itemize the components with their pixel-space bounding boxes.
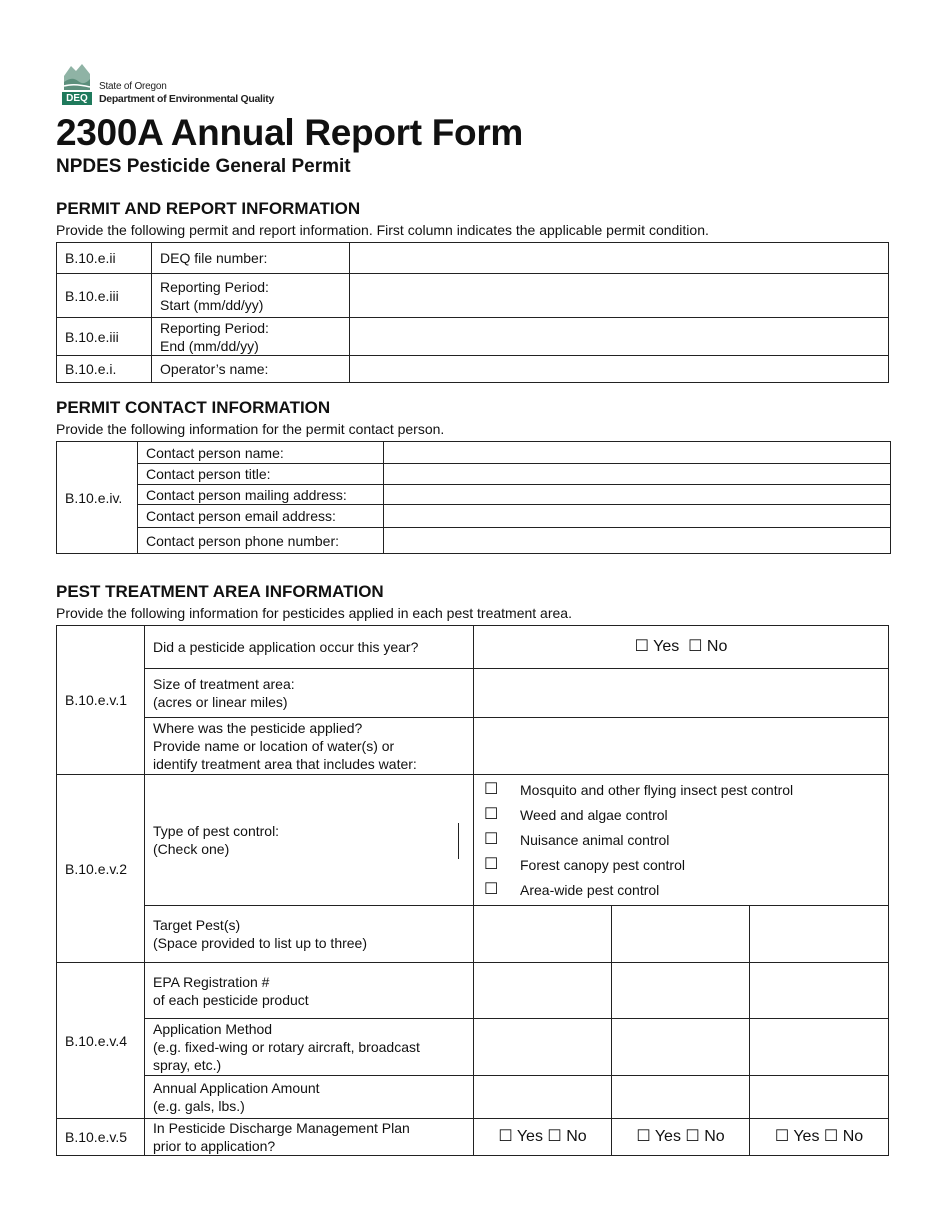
- yes-label: Yes: [654, 1128, 681, 1145]
- method-3-input[interactable]: [750, 1019, 889, 1076]
- condition-cell: B.10.e.v.4: [57, 963, 145, 1119]
- logo-state-text: State of Oregon: [99, 81, 167, 92]
- question-label: EPA Registration # of each pesticide product: [145, 963, 474, 1019]
- deq-badge: DEQ: [62, 92, 92, 105]
- option-weed-algae[interactable]: ☐ Weed and algae control: [484, 806, 668, 823]
- treatment-info-table: [56, 625, 889, 1156]
- table-row: [57, 356, 889, 383]
- condition-cell: B.10.e.i.: [57, 356, 152, 383]
- checkbox: ☐: [484, 806, 499, 823]
- condition-cell: B.10.e.iii: [57, 318, 152, 356]
- checkbox: ☐: [484, 856, 499, 873]
- condition-cell: B.10.e.v.2: [57, 775, 145, 963]
- yes-checkbox[interactable]: ☐: [636, 1128, 651, 1145]
- reporting-end-input[interactable]: [350, 318, 889, 356]
- table-row: [57, 274, 889, 318]
- contact-email-input[interactable]: [384, 505, 891, 528]
- condition-cell: B.10.e.ii: [57, 243, 152, 274]
- reporting-start-input[interactable]: [350, 274, 889, 318]
- question-label: Application Method (e.g. fixed-wing or rotary aircraft, broadcast spray, etc.): [145, 1019, 474, 1076]
- page-subtitle: NPDES Pesticide General Permit: [56, 156, 351, 177]
- amount-2-input[interactable]: [612, 1076, 750, 1119]
- table-row: [57, 669, 889, 718]
- no-checkbox[interactable]: ☐: [688, 638, 703, 655]
- permit-info-heading: PERMIT AND REPORT INFORMATION: [56, 199, 361, 218]
- permit-info-table: [56, 242, 889, 383]
- question-label: Type of pest control: (Check one): [145, 775, 474, 906]
- question-label: In Pesticide Discharge Management Plan prior to application?: [145, 1119, 474, 1156]
- yes-checkbox[interactable]: ☐: [498, 1128, 513, 1145]
- table-row: [57, 1076, 889, 1119]
- table-row: [57, 318, 889, 356]
- contact-name-input[interactable]: [384, 442, 891, 464]
- logo-department-text: Department of Environmental Quality: [99, 93, 275, 105]
- epa-reg-1-input[interactable]: [474, 963, 612, 1019]
- no-checkbox[interactable]: ☐: [823, 1128, 839, 1145]
- plan-choice-3: [750, 1119, 889, 1156]
- no-label: No: [842, 1128, 864, 1145]
- epa-reg-2-input[interactable]: [612, 963, 750, 1019]
- field-label: Contact person title:: [138, 464, 384, 485]
- method-2-input[interactable]: [612, 1019, 750, 1076]
- field-label: Contact person email address:: [138, 505, 384, 528]
- table-row: [57, 528, 891, 554]
- page-title: 2300A Annual Report Form: [56, 112, 524, 153]
- field-label: Contact person name:: [138, 442, 384, 464]
- yes-label: Yes: [793, 1128, 820, 1145]
- epa-reg-3-input[interactable]: [750, 963, 889, 1019]
- no-label: No: [704, 1128, 725, 1145]
- table-row: [57, 775, 889, 906]
- treatment-info-description: Provide the following information for pesticides applied in each pest treatment area.: [56, 605, 572, 621]
- target-pest-3-input[interactable]: [750, 906, 889, 963]
- method-1-input[interactable]: [474, 1019, 612, 1076]
- option-area-wide[interactable]: ☐ Area-wide pest control: [484, 881, 660, 898]
- no-label: No: [566, 1128, 587, 1145]
- condition-cell: B.10.e.v.1: [57, 626, 145, 775]
- amount-3-input[interactable]: [750, 1076, 889, 1119]
- condition-cell: B.10.e.iii: [57, 274, 152, 318]
- checkbox: ☐: [484, 781, 499, 798]
- contact-info-description: Provide the following information for the permit contact person.: [56, 421, 445, 437]
- option-mosquito[interactable]: ☐ Mosquito and other flying insect pest control: [484, 781, 794, 798]
- field-label: Contact person phone number:: [138, 528, 384, 554]
- table-row: [57, 442, 891, 464]
- question-label: Where was the pesticide applied? Provide name or location of water(s) or identify treatment area that includes water:: [145, 718, 474, 775]
- field-label: DEQ file number:: [152, 243, 350, 274]
- divider: [458, 823, 459, 859]
- no-checkbox[interactable]: ☐: [685, 1128, 700, 1145]
- pest-control-options: [474, 775, 889, 906]
- target-pest-2-input[interactable]: [612, 906, 750, 963]
- plan-choice-2: [612, 1119, 750, 1156]
- treatment-location-input[interactable]: [474, 718, 889, 775]
- treatment-info-heading: PEST TREATMENT AREA INFORMATION: [56, 582, 384, 601]
- no-checkbox[interactable]: ☐: [547, 1128, 562, 1145]
- no-label: No: [706, 638, 728, 655]
- table-row: [57, 1119, 889, 1156]
- table-row: [57, 963, 889, 1019]
- table-row: [57, 464, 891, 485]
- table-row: [57, 1019, 889, 1076]
- contact-address-input[interactable]: [384, 485, 891, 505]
- table-row: [57, 485, 891, 505]
- plan-choice-1: [474, 1119, 612, 1156]
- checkbox: ☐: [484, 831, 499, 848]
- field-label: Reporting Period: End (mm/dd/yy): [152, 318, 350, 356]
- permit-info-description: Provide the following permit and report information. First column indicates the applicable permit condition.: [56, 222, 709, 238]
- table-row: [57, 718, 889, 775]
- question-label: Size of treatment area: (acres or linear miles): [145, 669, 474, 718]
- question-label: Annual Application Amount (e.g. gals, lbs.): [145, 1076, 474, 1119]
- field-label: Reporting Period: Start (mm/dd/yy): [152, 274, 350, 318]
- field-label: Operator’s name:: [152, 356, 350, 383]
- yes-checkbox[interactable]: ☐: [634, 638, 649, 655]
- field-label: Contact person mailing address:: [138, 485, 384, 505]
- target-pest-1-input[interactable]: [474, 906, 612, 963]
- yes-label: Yes: [653, 638, 680, 655]
- option-forest-canopy[interactable]: ☐ Forest canopy pest control: [484, 856, 685, 873]
- contact-info-heading: PERMIT CONTACT INFORMATION: [56, 398, 331, 417]
- table-row: [57, 505, 891, 528]
- operator-name-input[interactable]: [350, 356, 889, 383]
- amount-1-input[interactable]: [474, 1076, 612, 1119]
- question-label: Did a pesticide application occur this year?: [145, 626, 474, 669]
- option-nuisance-animal[interactable]: ☐ Nuisance animal control: [484, 831, 670, 848]
- condition-cell: B.10.e.v.5: [57, 1119, 145, 1156]
- application-occurred-choice: [474, 626, 889, 669]
- table-row: [57, 626, 889, 669]
- checkbox: ☐: [484, 881, 499, 898]
- contact-title-input[interactable]: [384, 464, 891, 485]
- yes-checkbox[interactable]: ☐: [774, 1128, 790, 1145]
- question-label: Target Pest(s) (Space provided to list up to three): [145, 906, 474, 963]
- deq-logo: [62, 62, 292, 106]
- table-row: [57, 906, 889, 963]
- condition-cell: B.10.e.iv.: [57, 442, 138, 554]
- yes-label: Yes: [516, 1128, 543, 1145]
- deq-file-number-input[interactable]: [350, 243, 889, 274]
- contact-phone-input[interactable]: [384, 528, 891, 554]
- treatment-size-input[interactable]: [474, 669, 889, 718]
- contact-info-table: [56, 441, 891, 554]
- table-row: [57, 243, 889, 274]
